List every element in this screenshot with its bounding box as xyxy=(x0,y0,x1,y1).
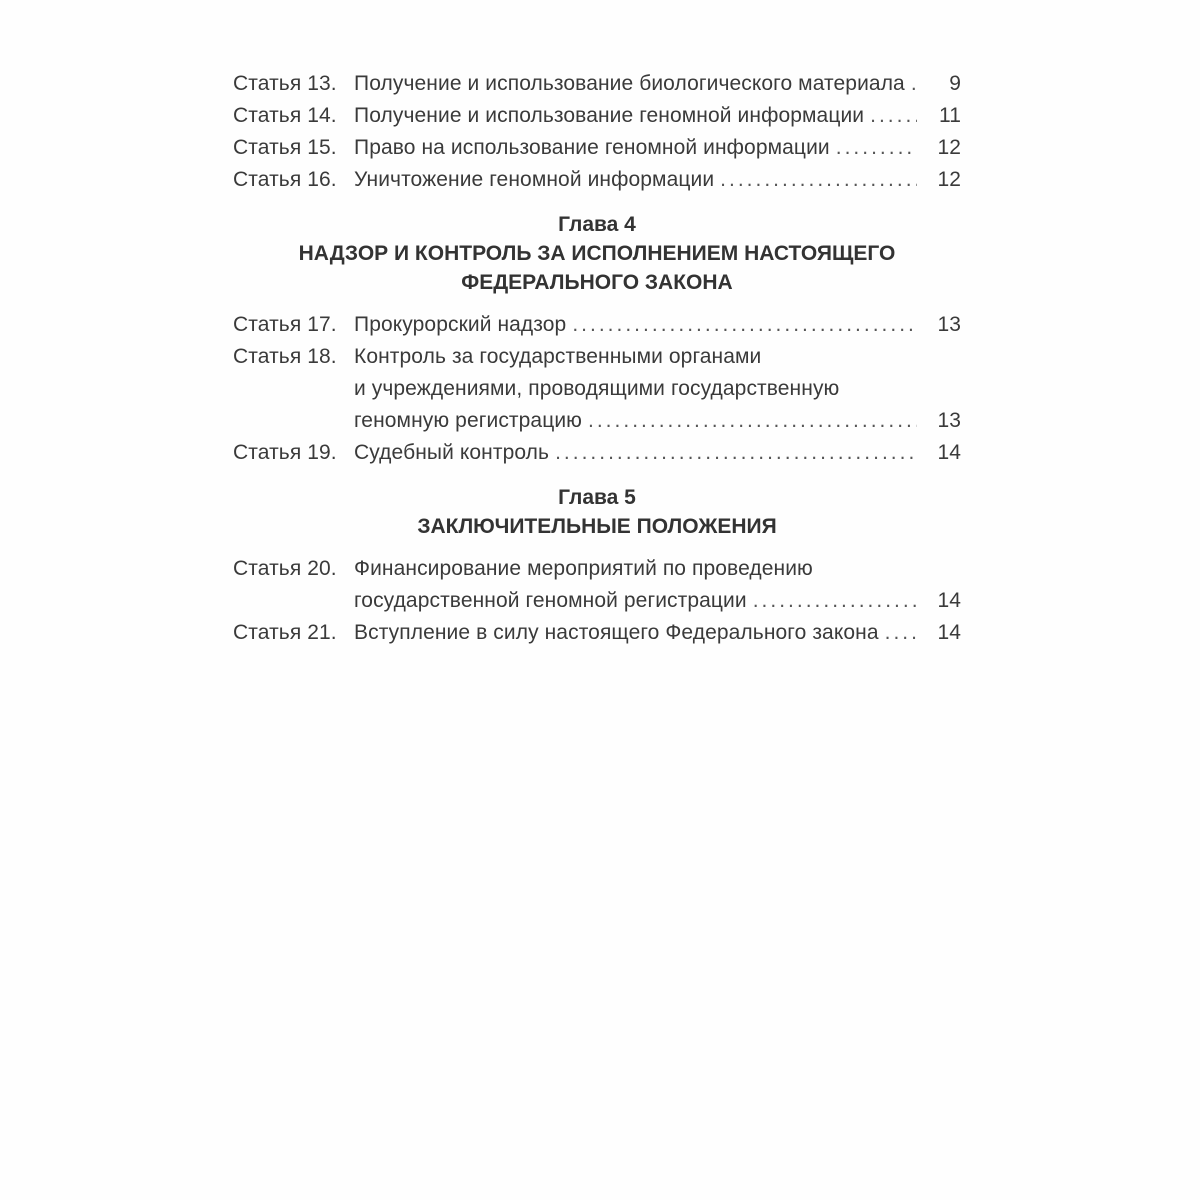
toc-group-1 xyxy=(233,68,961,196)
article-number: Статья 18. xyxy=(233,345,337,368)
article-title: Вступление в силу настоящего Федерального закона xyxy=(354,621,879,644)
page-number: 13 xyxy=(937,313,961,336)
chapter-title-line-2: ФЕДЕРАЛЬНОГО ЗАКОНА xyxy=(461,271,733,294)
page-number: 13 xyxy=(937,409,961,432)
chapter-label: Глава 5 xyxy=(558,486,636,509)
dot-leader xyxy=(720,164,917,196)
dot-leader xyxy=(885,617,917,649)
page-number: 14 xyxy=(937,441,961,464)
article-title: Уничтожение геномной информации xyxy=(354,168,715,191)
toc-group-3 xyxy=(233,553,961,649)
page-number: 12 xyxy=(937,168,961,191)
dot-leader xyxy=(836,132,917,164)
dot-leader xyxy=(911,68,917,100)
article-number: Статья 19. xyxy=(233,441,337,464)
article-number: Статья 20. xyxy=(233,557,337,580)
article-title-line-3: геномную регистрацию xyxy=(354,409,583,432)
article-number: Статья 17. xyxy=(233,313,337,336)
toc-entry-article-13[interactable] xyxy=(233,68,961,100)
article-title-line-1: Контроль за государственными органами xyxy=(354,345,762,368)
toc-group-2 xyxy=(233,309,961,469)
article-number: Статья 16. xyxy=(233,168,337,191)
page-number: 14 xyxy=(937,621,961,644)
article-title: Судебный контроль xyxy=(354,441,550,464)
toc-entry-article-14[interactable] xyxy=(233,100,961,132)
article-title-line-2: и учреждениями, проводящими государственную xyxy=(354,377,840,400)
dot-leader xyxy=(572,309,917,341)
dot-leader xyxy=(555,437,917,469)
chapter-title-line-1: НАДЗОР И КОНТРОЛЬ ЗА ИСПОЛНЕНИЕМ НАСТОЯЩЕГО xyxy=(298,242,896,265)
chapter-5-heading xyxy=(233,483,961,541)
article-title: Прокурорский надзор xyxy=(354,313,567,336)
article-title: Получение и использование биологического материала xyxy=(354,72,905,95)
toc-entry-article-19[interactable] xyxy=(233,437,961,469)
article-number: Статья 15. xyxy=(233,136,337,159)
article-number: Статья 13. xyxy=(233,72,337,95)
toc-entry-article-15[interactable] xyxy=(233,132,961,164)
dot-leader xyxy=(753,585,917,617)
page-number: 9 xyxy=(949,72,961,95)
article-number: Статья 14. xyxy=(233,104,337,127)
page-number: 14 xyxy=(937,589,961,612)
chapter-label: Глава 4 xyxy=(558,213,636,236)
toc-entry-article-20[interactable] xyxy=(233,553,961,617)
article-title-line-1: Финансирование мероприятий по проведению xyxy=(354,557,813,580)
toc-entry-article-18[interactable] xyxy=(233,341,961,437)
page-number: 12 xyxy=(937,136,961,159)
article-number: Статья 21. xyxy=(233,621,337,644)
page-number: 11 xyxy=(939,104,961,127)
article-title: Право на использование геномной информации xyxy=(354,136,830,159)
dot-leader xyxy=(588,405,917,437)
dot-leader xyxy=(870,100,917,132)
toc-entry-article-17[interactable] xyxy=(233,309,961,341)
table-of-contents xyxy=(233,68,961,649)
chapter-title-line-1: ЗАКЛЮЧИТЕЛЬНЫЕ ПОЛОЖЕНИЯ xyxy=(417,515,777,538)
toc-entry-article-16[interactable] xyxy=(233,164,961,196)
chapter-4-heading xyxy=(233,210,961,297)
article-title-line-2: государственной геномной регистрации xyxy=(354,589,747,612)
article-title: Получение и использование геномной информации xyxy=(354,104,865,127)
toc-entry-article-21[interactable] xyxy=(233,617,961,649)
